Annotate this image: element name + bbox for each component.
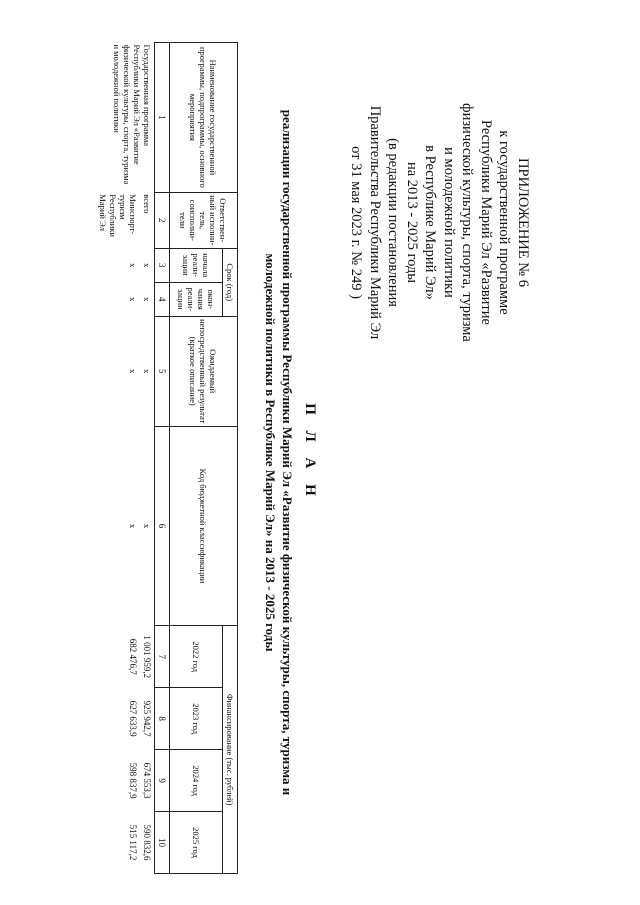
appendix-line: физической культуры, спорта, туризма	[459, 103, 476, 342]
row-2024: 674 553,3	[142, 762, 152, 799]
plan-title: П Л А Н	[302, 403, 318, 502]
row-responsible: всего	[142, 194, 152, 214]
header-year-2023: 2023 год	[170, 688, 223, 750]
row-2023: 925 942,7	[142, 700, 152, 737]
plan-subtitle-line: реализации государственной программы Республики Марий Эл «Развитие физической культуры, спорта, туризма и	[280, 109, 295, 796]
row-result: х	[128, 369, 138, 374]
appendix-line: ПРИЛОЖЕНИЕ № 6	[515, 158, 531, 287]
row-start: х	[142, 263, 152, 268]
header-year-2022: 2022 год	[170, 626, 223, 688]
row-budget-code: х	[128, 523, 138, 529]
column-number: 1	[155, 43, 170, 193]
column-number-row	[155, 43, 170, 874]
appendix-line: к государственной программе	[496, 130, 513, 315]
plan-table	[96, 42, 238, 874]
header-year-2025: 2025 год	[170, 812, 223, 874]
column-number: 6	[155, 426, 170, 626]
appendix-line: в Республике Марий Эл»	[422, 145, 439, 300]
column-number: 7	[155, 626, 170, 688]
plan-subtitle	[262, 30, 296, 875]
header-term: Срок (год)	[223, 248, 238, 316]
row-2024: 598 837,9	[128, 762, 138, 799]
column-number: 9	[155, 750, 170, 812]
row-2022: 682 476,7	[128, 638, 138, 675]
appendix-line: Правительства Республики Марий Эл	[367, 105, 383, 340]
row-end: х	[128, 297, 138, 302]
column-number: 2	[155, 192, 170, 248]
row-end: х	[142, 297, 152, 302]
header-row	[223, 43, 238, 874]
row-2025: 515 117,2	[128, 824, 138, 861]
appendix-block	[347, 45, 532, 400]
header-term-start: начала реали-зации	[170, 248, 223, 282]
row-responsible: Минспорт-туризм Республики Марий Эл	[98, 194, 138, 237]
row-2022: 1 001 959,2	[142, 635, 152, 679]
row-2023: 627 633,9	[128, 700, 138, 737]
header-financing: Финансирование (тыс. рублей)	[223, 626, 238, 874]
header-term-end: окон-чания реали-зации	[170, 282, 223, 316]
header-responsible: Ответствен-ный исполни-тель, соисполни-тели	[170, 192, 238, 248]
row-budget-code: х	[142, 523, 152, 529]
header-budget-code: Код бюджетной классификации	[170, 426, 238, 626]
plan-subtitle-line: молодежной политики в Республике Марий Эл» на 2013 - 2025 годы	[263, 253, 278, 652]
column-number: 5	[155, 316, 170, 426]
column-number: 4	[155, 282, 170, 316]
appendix-line: и молодежной политики	[441, 147, 457, 298]
column-number: 8	[155, 688, 170, 750]
appendix-line: на 2013 - 2025 годы	[404, 161, 420, 284]
header-name: Наименование государственной программы, подпрограммы, основного мероприятия	[170, 43, 238, 193]
appendix-line: от 31 мая 2023 г. № 249 )	[348, 146, 365, 299]
appendix-line: Республики Марий Эл «Развитие	[478, 120, 494, 325]
table-row	[140, 43, 155, 874]
column-number: 10	[155, 812, 170, 874]
column-number: 3	[155, 248, 170, 282]
row-result: х	[142, 369, 152, 374]
row-2025: 590 832,6	[142, 824, 152, 861]
header-year-2024: 2024 год	[170, 750, 223, 812]
row-start: х	[128, 263, 138, 268]
header-result: Ожидаемый непосредственный результат (краткое описание)	[170, 316, 238, 426]
program-name: Государственная программа Республики Марий Эл «Развитие физической культуры, спорта, туризма и молодежной политики	[112, 44, 152, 185]
appendix-line: (в редакции постановления	[385, 138, 402, 307]
